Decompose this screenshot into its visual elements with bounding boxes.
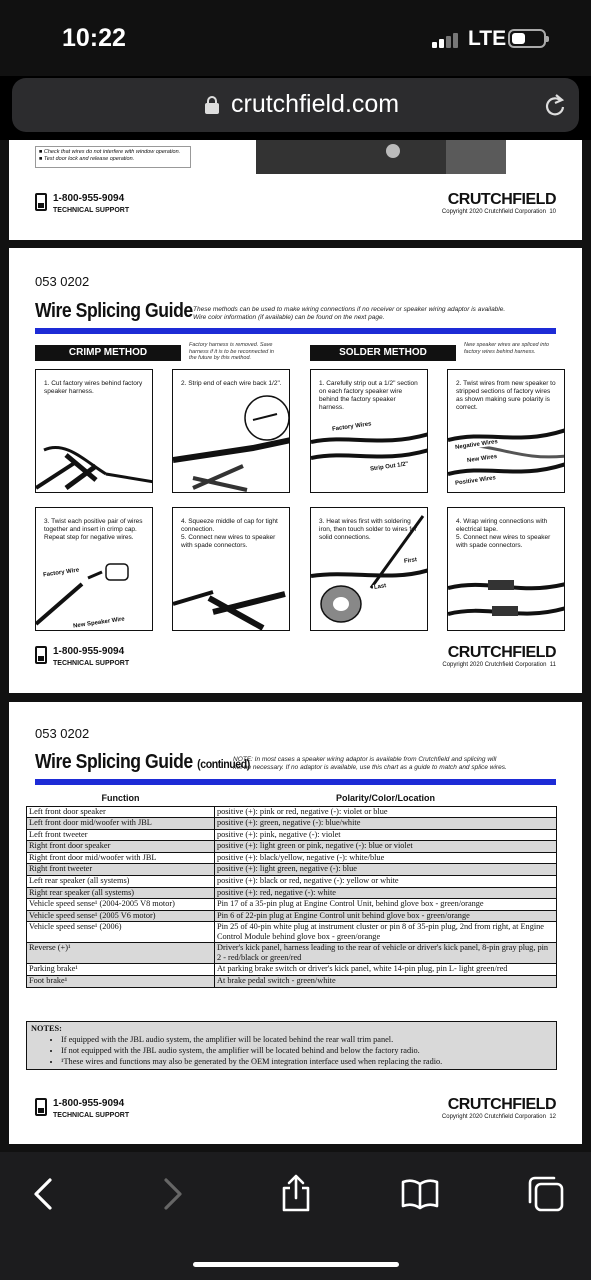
blue-divider	[35, 328, 556, 334]
table-row	[27, 964, 557, 976]
polarity-cell: positive (+): black or red, negative (-): yellow or white	[215, 876, 557, 888]
function-cell: Right rear speaker (all systems)	[27, 887, 215, 899]
polarity-cell: positive (+): red, negative (-): white	[215, 887, 557, 899]
polarity-cell: positive (+): green, negative (-): blue/white	[215, 818, 557, 830]
network-type: LTE	[468, 27, 507, 50]
instruction-panel: 2. Strip end of each wire back 1/2".	[172, 369, 290, 493]
instruction-panel: 1. Cut factory wires behind factory speaker harness.	[35, 369, 153, 493]
table-row	[27, 887, 557, 899]
instruction-panel: 4. Squeeze middle of cap for tight connection. 5. Connect new wires to speaker with spade connectors.	[172, 507, 290, 631]
share-icon[interactable]	[276, 1174, 316, 1214]
title-note: NOTE: In most cases a speaker wiring adaptor is available from Crutchfield and splicing will not be necessary. If no adaptor is available, use this chart as a guide to match and splice wires.	[233, 756, 507, 771]
polarity-cell: positive (+): pink or red, negative (-): violet or blue	[215, 806, 557, 818]
battery-icon	[508, 29, 546, 48]
support-phone: 1-800-955-9094 TECHNICAL SUPPORT	[35, 1098, 129, 1121]
instruction-panel: 1. Carefully strip out a 1/2" section on each factory speaker wire behind the factory speaker harness. Factory Wires Strip Out 1/2"	[310, 369, 428, 493]
crutchfield-logo: CRUTCHFIELD Copyright 2020 Crutchfield Corporation 11	[442, 644, 556, 668]
doc-number: 053 0202	[35, 274, 90, 289]
chevron-left-icon[interactable]	[24, 1174, 64, 1214]
function-cell: Vehicle speed sense¹ (2004-2005 V8 motor)	[27, 899, 215, 911]
function-cell: Right front tweeter	[27, 864, 215, 876]
address-bar[interactable]	[12, 78, 579, 132]
note-item: • If equipped with the JBL audio system, the amplifier will be located behind the rear wall trim panel.	[61, 1034, 552, 1045]
crutchfield-logo: CRUTCHFIELD Copyright 2020 Crutchfield Corporation 12	[441, 1096, 556, 1120]
polarity-cell: Pin 17 of a 35-pin plug at Engine Control Unit, behind glove box - green/orange	[215, 899, 557, 911]
table-row	[27, 943, 557, 964]
polarity-cell: positive (+): pink, negative (-): violet	[215, 829, 557, 841]
page-title: Wire Splicing Guide (continued)	[35, 751, 250, 773]
tabs-icon[interactable]	[526, 1174, 566, 1214]
crutchfield-logo: CRUTCHFIELD Copyright 2020 Crutchfield Corporation 10	[441, 191, 556, 215]
instruction-panel: 4. Wrap wiring connections with electrical tape. 5. Connect new wires to speaker with spade connectors.	[447, 507, 565, 631]
door-photo	[256, 140, 506, 174]
table-row	[27, 852, 557, 864]
pdf-viewer[interactable]	[0, 140, 591, 1152]
table-row	[27, 899, 557, 911]
support-phone: 1-800-955-9094 TECHNICAL SUPPORT	[35, 646, 129, 669]
status-time: 10:22	[62, 24, 126, 52]
polarity-cell: Driver's kick panel, harness leading to the rear of vehicle or driver's kick panel, 8-pin gray plug, pin 2 - red/black or green/red	[215, 943, 557, 964]
title-note: These methods can be used to make wiring connections if no receiver or speaker wiring adaptor is available. Wire color information (if available) can be found on the next page.	[193, 306, 506, 321]
checklist-item: ■ Check that wires do not interfere with window operation.	[39, 149, 181, 155]
phone-icon	[35, 646, 47, 664]
pdf-page-11	[9, 248, 582, 693]
url-text: crutchfield.com	[231, 90, 400, 118]
checklist-item: ■ Test door lock and release operation.	[39, 156, 135, 162]
status-bar	[0, 0, 591, 76]
polarity-cell: positive (+): light green or pink, negative (-): blue or violet	[215, 841, 557, 853]
reload-icon[interactable]	[544, 93, 566, 124]
function-cell: Foot brake¹	[27, 976, 215, 988]
signal-icon	[432, 32, 462, 48]
crimp-method-note: Factory harness is removed. Save harness if it is to be reconnected in the future by this method.	[189, 342, 274, 361]
function-cell: Reverse (+)¹	[27, 943, 215, 964]
table-row	[27, 829, 557, 841]
table-row	[27, 864, 557, 876]
lock-icon	[205, 96, 219, 114]
chevron-right-icon[interactable]	[152, 1174, 192, 1214]
function-cell: Parking brake¹	[27, 964, 215, 976]
table-row	[27, 876, 557, 888]
support-phone: 1-800-955-9094 TECHNICAL SUPPORT	[35, 193, 129, 216]
table-row	[27, 922, 557, 943]
function-cell: Vehicle speed sense¹ (2006)	[27, 922, 215, 943]
function-cell: Left rear speaker (all systems)	[27, 876, 215, 888]
browser-toolbar	[0, 1152, 591, 1280]
function-cell: Left front door mid/woofer with JBL	[27, 818, 215, 830]
polarity-cell: At parking brake switch or driver's kick panel, white 14-pin plug, pin L- light green/red	[215, 964, 557, 976]
doc-number: 053 0202	[35, 726, 90, 741]
solder-method-note: New speaker wires are spliced into factory wires behind harness.	[464, 342, 549, 355]
instruction-panel: 2. Twist wires from new speaker to stripped sections of factory wires as shown making sure polarity is correct. Negative Wires New Wires Positive Wires	[447, 369, 565, 493]
function-cell: Left front door speaker	[27, 806, 215, 818]
column-header-polarity: Polarity/Color/Location	[335, 792, 435, 803]
book-icon[interactable]	[400, 1174, 440, 1214]
instruction-panel: 3. Heat wires first with soldering iron, then touch solder to wires for solid connections. First Last	[310, 507, 428, 631]
pdf-page-10	[9, 140, 582, 240]
note-item: • ¹These wires and functions may also be generated by the OEM integration interface used when replacing the radio.	[61, 1056, 552, 1067]
polarity-cell: positive (+): black/yellow, negative (-): white/blue	[215, 852, 557, 864]
function-cell: Vehicle speed sense¹ (2005 V6 motor)	[27, 910, 215, 922]
function-cell: Left front tweeter	[27, 829, 215, 841]
instruction-panel: 3. Twist each positive pair of wires together and insert in crimp cap. Repeat step for negative wires. Factory Wire New Speaker Wire	[35, 507, 153, 631]
table-row	[27, 806, 557, 818]
table-row	[27, 976, 557, 988]
table-row	[27, 818, 557, 830]
wire-color-table	[26, 790, 557, 988]
polarity-cell: Pin 25 of 40-pin white plug at instrument cluster or pin 8 of 35-pin plug, 2nd from right, at Engine Control Module behind glove box - green/orange	[215, 922, 557, 943]
column-header-function: Function	[101, 792, 140, 803]
table-row	[27, 841, 557, 853]
phone-icon	[35, 1098, 47, 1116]
note-item: • If not equipped with the JBL audio system, the amplifier will be located behind and below the factory radio.	[61, 1045, 552, 1056]
phone-icon	[35, 193, 47, 211]
checklist-box	[35, 146, 191, 168]
function-cell: Right front door speaker	[27, 841, 215, 853]
polarity-cell: positive (+): light green, negative (-): blue	[215, 864, 557, 876]
table-row	[27, 910, 557, 922]
polarity-cell: Pin 6 of 22-pin plug at Engine Control unit behind glove box - green/orange	[215, 910, 557, 922]
notes-box: NOTES: • If equipped with the JBL audio system, the amplifier will be located behind the rear wall trim panel. • If not equipped with the JBL audio system, the amplifier will be located behind and below the factory radio. • ¹These wires and functions may also be generated by the OEM integration interface used when replacing the radio.	[26, 1021, 557, 1070]
crimp-method-heading: CRIMP METHOD	[35, 345, 181, 361]
home-indicator[interactable]	[193, 1262, 399, 1267]
blue-divider	[35, 779, 556, 785]
page-title: Wire Splicing Guide	[35, 300, 193, 322]
function-cell: Right front door mid/woofer with JBL	[27, 852, 215, 864]
solder-method-heading: SOLDER METHOD	[310, 345, 456, 361]
polarity-cell: At brake pedal switch - green/white	[215, 976, 557, 988]
